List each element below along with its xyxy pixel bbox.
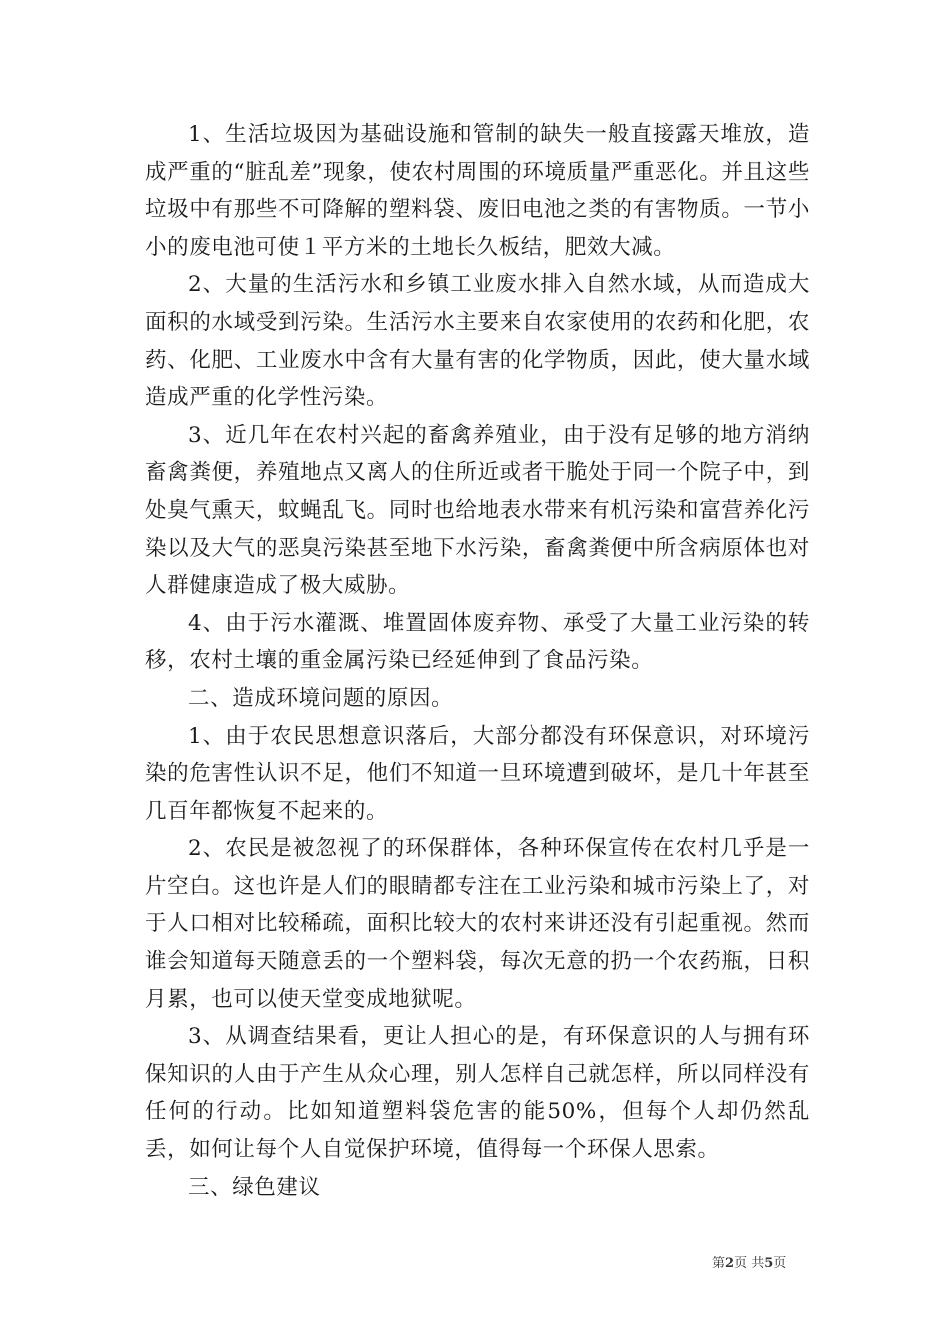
footer-total-pages: 5 xyxy=(764,1256,774,1271)
paragraph-soil: 4、由于污水灌溉、堆置固体废弃物、承受了大量工业污染的转移，农村土壤的重金属污染已经延伸到了食品污染。 xyxy=(145,610,810,674)
paragraph-livestock: 3、近几年在农村兴起的畜禽养殖业，由于没有足够的地方消纳畜禽粪便，养殖地点又离人的住所近或者干脆处于同一个院子中，到处臭气熏天，蚊蝇乱飞。同时也给地表水带来有机污染和富营养化污染以及大气的恶臭污染甚至地下水污染，畜禽粪便中所含病原体也对人群健康造成了极大威胁。 xyxy=(145,422,810,599)
footer-middle: 页 共 xyxy=(734,1256,765,1271)
paragraph-sewage: 2、大量的生活污水和乡镇工业废水排入自然水域，从而造成大面积的水域受到污染。生活污水主要来自农家使用的农药和化肥，农药、化肥、工业废水中含有大量有害的化学物质，因此，使大量水域造成严重的化学性污染。 xyxy=(145,272,810,411)
paragraph-neglected: 2、农民是被忽视了的环保群体，各种环保宣传在农村几乎是一片空白。这也许是人们的眼睛都专注在工业污染和城市污染上了，对于人口相对比较稀疏，面积比较大的农村来讲还没有引起重视。然而谁会知道每天随意丢的一个塑料袋，每次无意的扔一个农药瓶，日积月累，也可以使天堂变成地狱呢。 xyxy=(145,836,810,1012)
footer-prefix: 第 xyxy=(712,1256,726,1271)
footer-suffix: 页 xyxy=(773,1256,787,1271)
page-footer xyxy=(712,1256,786,1272)
section-heading-causes: 二、造成环境问题的原因。 xyxy=(188,685,454,711)
paragraph-garbage: 1、生活垃圾因为基础设施和管制的缺失一般直接露天堆放，造成严重的“脏乱差”现象，使农村周围的环境质量严重恶化。并且这些垃圾中有那些不可降解的塑料袋、废旧电池之类的有害物质。一节小小的废电池可使１平方米的土地长久板结，肥效大减。 xyxy=(145,122,810,260)
paragraph-awareness: 1、由于农民思想意识落后，大部分都没有环保意识，对环境污染的危害性认识不足，他们不知道一旦环境遭到破坏，是几十年甚至几百年都恢复不起来的。 xyxy=(145,723,810,824)
document-body xyxy=(145,116,810,1206)
section-heading-suggestions: 三、绿色建议 xyxy=(188,1174,321,1200)
paragraph-survey: 3、从调查结果看，更让人担心的是，有环保意识的人与拥有环保知识的人由于产生从众心理，别人怎样自己就怎样，所以同样没有任何的行动。比如知道塑料袋危害的能50%，但每个人却仍然乱丢，如何让每个人自觉保护环境，值得每一个环保人思索。 xyxy=(145,1024,810,1163)
footer-page-number: 2 xyxy=(725,1256,735,1271)
